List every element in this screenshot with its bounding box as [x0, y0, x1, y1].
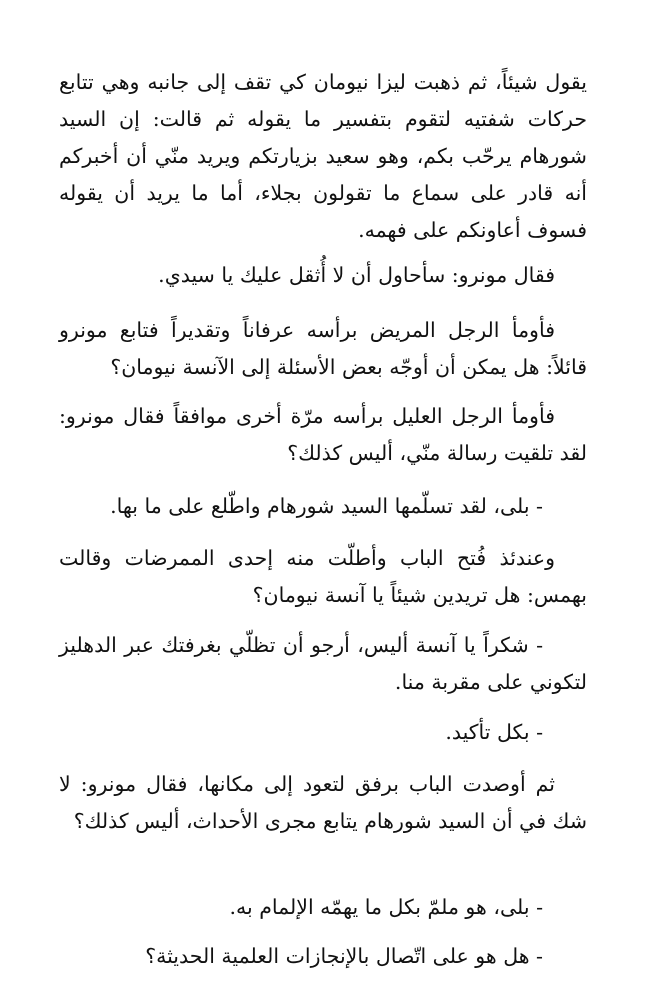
- paragraph: وعندئذ فُتح الباب وأطلّت منه إحدى الممرضات وقالت بهمس: هل تريدين شيئاً يا آنسة نيومان؟: [59, 546, 587, 607]
- dialogue-line: - بلى، لقد تسلّمها السيد شورهام واطّلع على ما بها.: [110, 494, 543, 518]
- paragraph: فقال مونرو: سأحاول أن لا أُثقل عليك يا سيدي.: [158, 263, 555, 287]
- paragraph: فأومأ الرجل المريض برأسه عرفاناً وتقديراً فتابع مونرو قائلاً: هل يمكن أن أوجّه بعض الأسئلة إلى الآنسة نيومان؟: [59, 318, 587, 379]
- dialogue-line: - هل هو على اتّصال بالإنجازات العلمية الحديثة؟: [145, 944, 543, 968]
- paragraph: فأومأ الرجل العليل برأسه مرّة أخرى موافقاً فقال مونرو: لقد تلقيت رسالة منّي، أليس كذلك؟: [59, 404, 587, 465]
- paragraph: يقول شيئاً، ثم ذهبت ليزا نيومان كي تقف إلى جانبه وهي تتابع حركات شفتيه لتقوم بتفسير ما يقوله ثم قالت: إن السيد شورهام يرحّب بكم، وهو سعيد بزيارتكم ويريد منّي أن أخبركم أنه قادر على سماع ما تقولون بجلاء، أما ما يريد أن يقوله فسوف أعاونكم على فهمه.: [59, 70, 587, 242]
- paragraph: ثم أوصدت الباب برفق لتعود إلى مكانها، فقال مونرو: لا شك في أن السيد شورهام يتابع مجرى الأحداث، أليس كذلك؟: [59, 772, 587, 833]
- dialogue-line: - بكل تأكيد.: [445, 720, 543, 744]
- dialogue-line: - شكراً يا آنسة أليس، أرجو أن تظلّي بغرفتك عبر الدهليز لتكوني على مقربة منا.: [59, 633, 587, 694]
- dialogue-line: - بلى، هو ملمّ بكل ما يهمّه الإلمام به.: [229, 895, 543, 919]
